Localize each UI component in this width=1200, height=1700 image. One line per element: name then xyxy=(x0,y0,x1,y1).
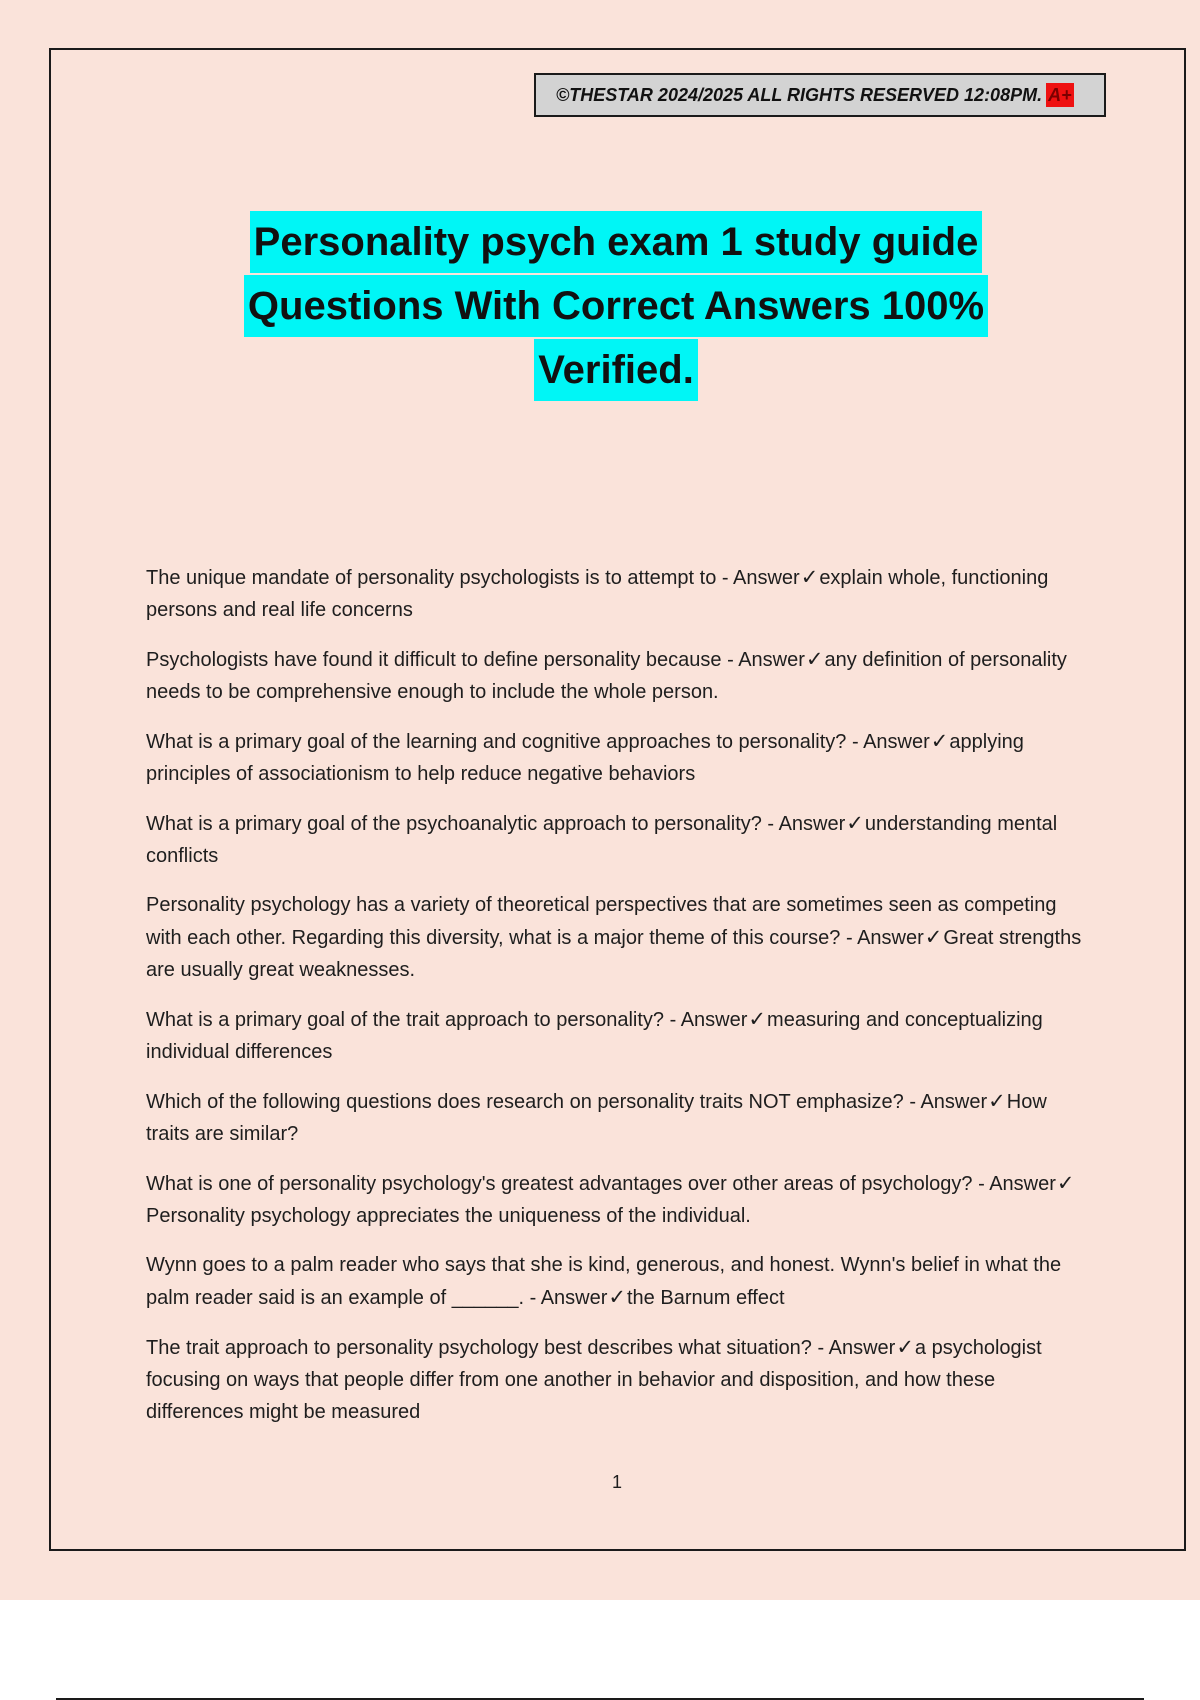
question-text: What is one of personality psychology's greatest advantages over other areas of psychology? - xyxy=(146,1173,985,1195)
question-text: Psychologists have found it difficult to define personality because - xyxy=(146,649,734,671)
answer-text: a psychologist focusing on ways that people differ from one another in behavior and disposition, and how these differences might be measured xyxy=(146,1337,1042,1423)
qa-item xyxy=(146,1249,1092,1314)
grade-badge: A+ xyxy=(1048,85,1072,105)
answer-label: Answer xyxy=(733,567,800,589)
qa-item xyxy=(146,725,1092,790)
check-mark-icon: ✓ xyxy=(748,1007,767,1031)
answer-text: Great strengths are usually great weaknesses. xyxy=(146,927,1082,981)
answer-label: Answer xyxy=(738,649,805,671)
page-number: 1 xyxy=(611,1472,622,1492)
qa-item xyxy=(146,807,1092,872)
copyright-text: ©THESTAR 2024/2025 ALL RIGHTS RESERVED 12:08PM. xyxy=(556,85,1043,105)
check-mark-icon: ✓ xyxy=(846,811,864,835)
question-text: Personality psychology has a variety of theoretical perspectives that are sometimes seen as competing with each other. Regarding this diversity, what is a major theme of this course? - xyxy=(146,894,1057,949)
qa-item xyxy=(146,1167,1092,1232)
answer-text: any definition of personality needs to be comprehensive enough to include the whole person. xyxy=(146,649,1067,703)
check-mark-icon: ✓ xyxy=(896,1335,914,1359)
question-text: What is a primary goal of the learning and cognitive approaches to personality? - xyxy=(146,731,859,753)
check-mark-icon: ✓ xyxy=(800,565,819,589)
qa-item xyxy=(146,889,1092,986)
answer-label: Answer xyxy=(989,1173,1056,1195)
qa-item xyxy=(146,1003,1092,1068)
check-mark-icon: ✓ xyxy=(805,647,824,671)
answer-text: Personality psychology appreciates the uniqueness of the individual. xyxy=(146,1205,751,1227)
answer-label: Answer xyxy=(778,813,846,835)
answer-text: measuring and conceptualizing individual differences xyxy=(146,1009,1043,1063)
answer-label: Answer xyxy=(857,927,924,949)
title-line: Personality psych exam 1 study guide xyxy=(250,211,983,273)
qa-item xyxy=(146,1331,1092,1428)
check-mark-icon: ✓ xyxy=(924,925,943,949)
answer-label: Answer xyxy=(540,1287,608,1309)
check-mark-icon: ✓ xyxy=(988,1089,1006,1113)
question-text: What is a primary goal of the trait approach to personality? - xyxy=(146,1009,677,1031)
qa-item xyxy=(146,643,1092,708)
answer-label: Answer xyxy=(863,731,930,753)
question-text: The trait approach to personality psychology best describes what situation? - xyxy=(146,1337,825,1359)
answer-text: applying principles of associationism to help reduce negative behaviors xyxy=(146,731,1024,785)
answer-text: understanding mental conflicts xyxy=(146,813,1058,867)
answer-text: explain whole, functioning persons and real life concerns xyxy=(146,567,1049,621)
question-text: Wynn goes to a palm reader who says that she is kind, generous, and honest. Wynn's belief in what the palm reader said is an example of ______. - xyxy=(146,1254,1062,1309)
check-mark-icon: ✓ xyxy=(608,1285,626,1309)
qa-item xyxy=(146,561,1092,626)
question-text: The unique mandate of personality psychologists is to attempt to - xyxy=(146,567,729,589)
document-title xyxy=(90,210,1142,402)
title-line: Questions With Correct Answers 100% xyxy=(244,275,988,337)
answer-text: the Barnum effect xyxy=(627,1287,785,1309)
copyright-header xyxy=(534,73,1106,117)
check-mark-icon: ✓ xyxy=(930,729,949,753)
question-text: What is a primary goal of the psychoanalytic approach to personality? - xyxy=(146,813,775,835)
question-text: Which of the following questions does research on personality traits NOT emphasize? - xyxy=(146,1091,917,1113)
answer-text: How traits are similar? xyxy=(146,1091,1047,1145)
title-line: Verified. xyxy=(534,339,698,401)
answer-label: Answer xyxy=(680,1009,748,1031)
answer-label: Answer xyxy=(920,1091,988,1113)
qa-item xyxy=(146,1085,1092,1150)
answer-label: Answer xyxy=(828,1337,896,1359)
check-mark-icon: ✓ xyxy=(1056,1171,1075,1195)
question-answer-list xyxy=(146,561,1092,1445)
